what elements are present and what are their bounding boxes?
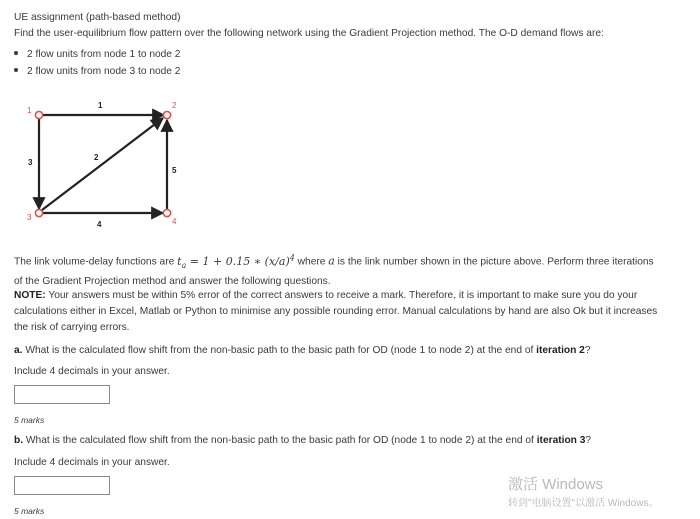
link-label-3: 3 (28, 158, 33, 167)
note-label: NOTE: (14, 290, 46, 301)
node-label-4: 4 (172, 217, 177, 226)
formula-rhs: = 1 + 0.15 ∗ (x/a) (189, 254, 290, 268)
demand-item-1 (14, 49, 180, 60)
demand-text-1: 2 flow units from node 1 to node 2 (27, 49, 181, 60)
link-label-4: 4 (97, 220, 102, 229)
delay-var: a (328, 254, 335, 268)
assignment-title: UE assignment (path-based method) (14, 12, 181, 23)
question-b-hint: Include 4 decimals in your answer. (14, 457, 170, 468)
demand-item-2 (14, 66, 180, 77)
node-label-1: 1 (27, 106, 32, 115)
link-label-5: 5 (172, 166, 177, 175)
link-label-1: 1 (98, 101, 103, 110)
link-2 (42, 118, 163, 210)
question-b-end: ? (585, 435, 592, 446)
demand-text-2: 2 flow units from node 3 to node 2 (27, 66, 181, 77)
question-a-text: What is the calculated flow shift from the non-basic path to the basic path for OD (node 1 to node 2) at the end of (25, 345, 534, 356)
question-b-iteration: iteration 3 (536, 435, 586, 446)
note-paragraph (14, 288, 694, 336)
delay-suffix: where (297, 256, 326, 268)
note-line2: calculations either in Excel, Matlab or Python to minimise any possible rounding error. Manual calculations by hand are also Ok but it increases (14, 306, 658, 317)
note-line3: the risk of carrying errors. (14, 322, 130, 333)
delay-prefix: The link volume-delay functions are (14, 256, 175, 268)
answer-b-input[interactable] (14, 476, 110, 495)
node-3 (35, 209, 42, 216)
note-line1: Your answers must be within 5% error of the correct answers to receive a mark. Therefore, it is important to make sure you do your (48, 290, 638, 301)
delay-paragraph (14, 250, 694, 290)
question-a (14, 345, 591, 356)
bullet-icon (14, 68, 18, 72)
link-label-2: 2 (94, 153, 99, 162)
question-b-label: b. (14, 435, 24, 446)
node-1 (35, 111, 42, 118)
question-a-iteration: iteration 2 (536, 345, 585, 356)
assignment-intro: Find the user-equilibrium flow pattern over the following network using the Gradient Projection method. The O-D demand flows are: (14, 28, 604, 39)
network-diagram (14, 90, 184, 230)
question-a-end: ? (584, 345, 591, 356)
question-b-marks: 5 marks (14, 506, 45, 516)
question-b (14, 435, 591, 446)
question-a-label: a. (14, 345, 23, 356)
activation-watermark-subtitle: 转到"电脑设置"以激活 Windows。 (508, 498, 659, 509)
answer-a-input[interactable] (14, 385, 110, 404)
question-a-hint: Include 4 decimals in your answer. (14, 366, 170, 377)
activation-watermark-title: 激活 Windows (508, 476, 604, 493)
node-label-3: 3 (27, 213, 32, 222)
question-b-text: What is the calculated flow shift from the non-basic path to the basic path for OD (node 1 to node 2) at the end of (25, 435, 534, 446)
delay-line2: of the Gradient Projection method and answer the following questions. (14, 275, 331, 287)
formula-exp: 4 (289, 253, 295, 262)
delay-formula (177, 255, 295, 268)
node-label-2: 2 (172, 101, 177, 110)
delay-suffix2: is the link number shown in the picture above. Perform three iterations (337, 256, 654, 268)
formula-t: t (177, 254, 182, 268)
question-a-marks: 5 marks (14, 415, 45, 425)
node-2 (163, 111, 170, 118)
formula-sub: a (181, 260, 187, 270)
bullet-icon (14, 51, 18, 55)
node-4 (163, 209, 170, 216)
